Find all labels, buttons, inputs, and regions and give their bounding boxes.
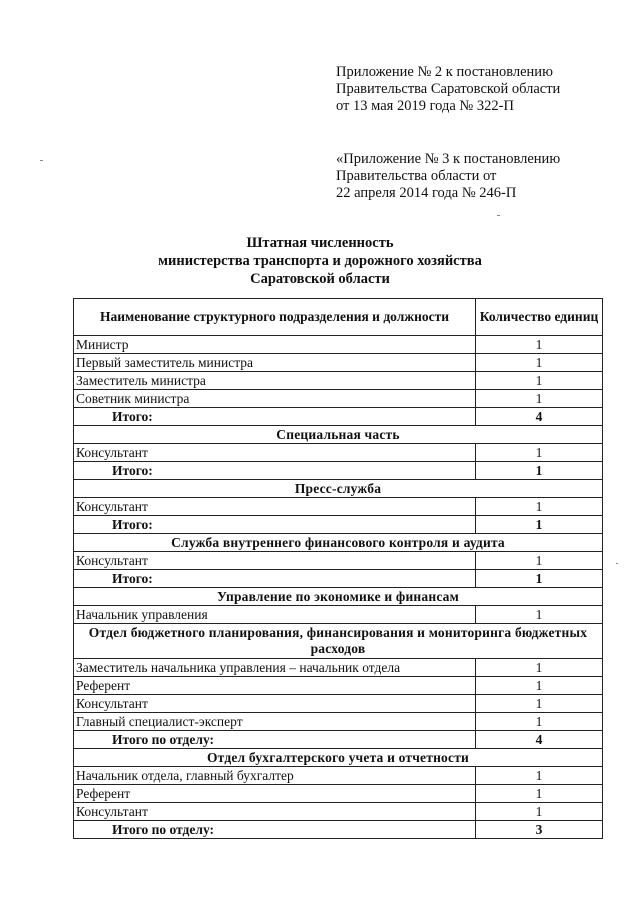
table-row: [74, 336, 603, 354]
total-row: [74, 462, 603, 480]
total-label: Итого:: [74, 408, 476, 426]
table-row: [74, 659, 603, 677]
position-name: Консультант: [74, 695, 476, 713]
section-row: [74, 426, 603, 444]
column-header-name: Наименование структурного подразделения и должности: [74, 299, 476, 336]
total-qty: 1: [476, 516, 603, 534]
total-label: Итого:: [74, 462, 476, 480]
position-name: Консультант: [74, 444, 476, 462]
table-row: [74, 372, 603, 390]
scan-speck: [40, 160, 43, 161]
total-label: Итого:: [74, 570, 476, 588]
table-header-row: [74, 299, 603, 336]
appendix-line: Правительства Саратовской области: [336, 81, 561, 97]
position-qty: 1: [476, 803, 603, 821]
table-row: [74, 390, 603, 408]
section-title: Пресс-служба: [74, 480, 603, 498]
table-row: [74, 354, 603, 372]
total-qty: 3: [476, 821, 603, 839]
table-row: [74, 713, 603, 731]
table-row: [74, 606, 603, 624]
position-qty: 1: [476, 785, 603, 803]
appendix-line: «Приложение № 3 к постановлению: [336, 151, 561, 167]
position-name: Первый заместитель министра: [74, 354, 476, 372]
staffing-table-body: [74, 299, 603, 839]
total-qty: 4: [476, 408, 603, 426]
scan-speck: [497, 215, 500, 216]
total-row: [74, 570, 603, 588]
total-label: Итого по отделу:: [74, 821, 476, 839]
title-line: министерства транспорта и дорожного хозяйства: [158, 253, 482, 269]
total-row: [74, 821, 603, 839]
total-qty: 1: [476, 462, 603, 480]
position-qty: 1: [476, 444, 603, 462]
total-row: [74, 408, 603, 426]
table-row: [74, 695, 603, 713]
total-label: Итого:: [74, 516, 476, 534]
table-row: [74, 767, 603, 785]
section-title: Служба внутреннего финансового контроля и аудита: [74, 534, 603, 552]
title-line: Штатная численность: [246, 235, 394, 251]
scan-speck: [616, 563, 618, 564]
document-title: [0, 234, 640, 288]
position-qty: 1: [476, 713, 603, 731]
position-qty: 1: [476, 390, 603, 408]
total-qty: 4: [476, 731, 603, 749]
position-name: Министр: [74, 336, 476, 354]
position-qty: 1: [476, 695, 603, 713]
table-row: [74, 552, 603, 570]
position-qty: 1: [476, 354, 603, 372]
title-line: Саратовской области: [250, 271, 390, 287]
column-header-qty: Количество единиц: [476, 299, 603, 336]
position-name: Референт: [74, 677, 476, 695]
position-name: Консультант: [74, 498, 476, 516]
total-row: [74, 516, 603, 534]
position-qty: 1: [476, 498, 603, 516]
section-row: [74, 588, 603, 606]
position-qty: 1: [476, 677, 603, 695]
appendix-line: от 13 мая 2019 года № 322-П: [336, 98, 514, 114]
position-name: Консультант: [74, 803, 476, 821]
section-row: [74, 480, 603, 498]
position-qty: 1: [476, 606, 603, 624]
appendix-reference-current: [336, 64, 560, 115]
position-qty: 1: [476, 659, 603, 677]
position-name: Заместитель министра: [74, 372, 476, 390]
table-row: [74, 677, 603, 695]
total-row: [74, 731, 603, 749]
position-qty: 1: [476, 372, 603, 390]
position-name: Заместитель начальника управления – начальник отдела: [74, 659, 476, 677]
section-row: [74, 534, 603, 552]
table-row: [74, 803, 603, 821]
position-qty: 1: [476, 767, 603, 785]
table-row: [74, 444, 603, 462]
position-name: Референт: [74, 785, 476, 803]
section-title: Отдел бюджетного планирования, финансирования и мониторинга бюджетных расходов: [74, 624, 603, 659]
section-row: [74, 749, 603, 767]
position-name: Начальник отдела, главный бухгалтер: [74, 767, 476, 785]
staffing-table: [73, 298, 603, 839]
appendix-reference-original: [336, 151, 560, 202]
position-name: Консультант: [74, 552, 476, 570]
total-label: Итого по отделу:: [74, 731, 476, 749]
position-name: Советник министра: [74, 390, 476, 408]
table-row: [74, 785, 603, 803]
section-title: Отдел бухгалтерского учета и отчетности: [74, 749, 603, 767]
total-qty: 1: [476, 570, 603, 588]
position-qty: 1: [476, 552, 603, 570]
appendix-line: Правительства области от: [336, 168, 497, 184]
appendix-line: Приложение № 2 к постановлению: [336, 64, 553, 80]
appendix-line: 22 апреля 2014 года № 246-П: [336, 185, 517, 201]
section-row: [74, 624, 603, 659]
section-title: Управление по экономике и финансам: [74, 588, 603, 606]
position-name: Начальник управления: [74, 606, 476, 624]
table-row: [74, 498, 603, 516]
section-title: Специальная часть: [74, 426, 603, 444]
position-name: Главный специалист-эксперт: [74, 713, 476, 731]
position-qty: 1: [476, 336, 603, 354]
